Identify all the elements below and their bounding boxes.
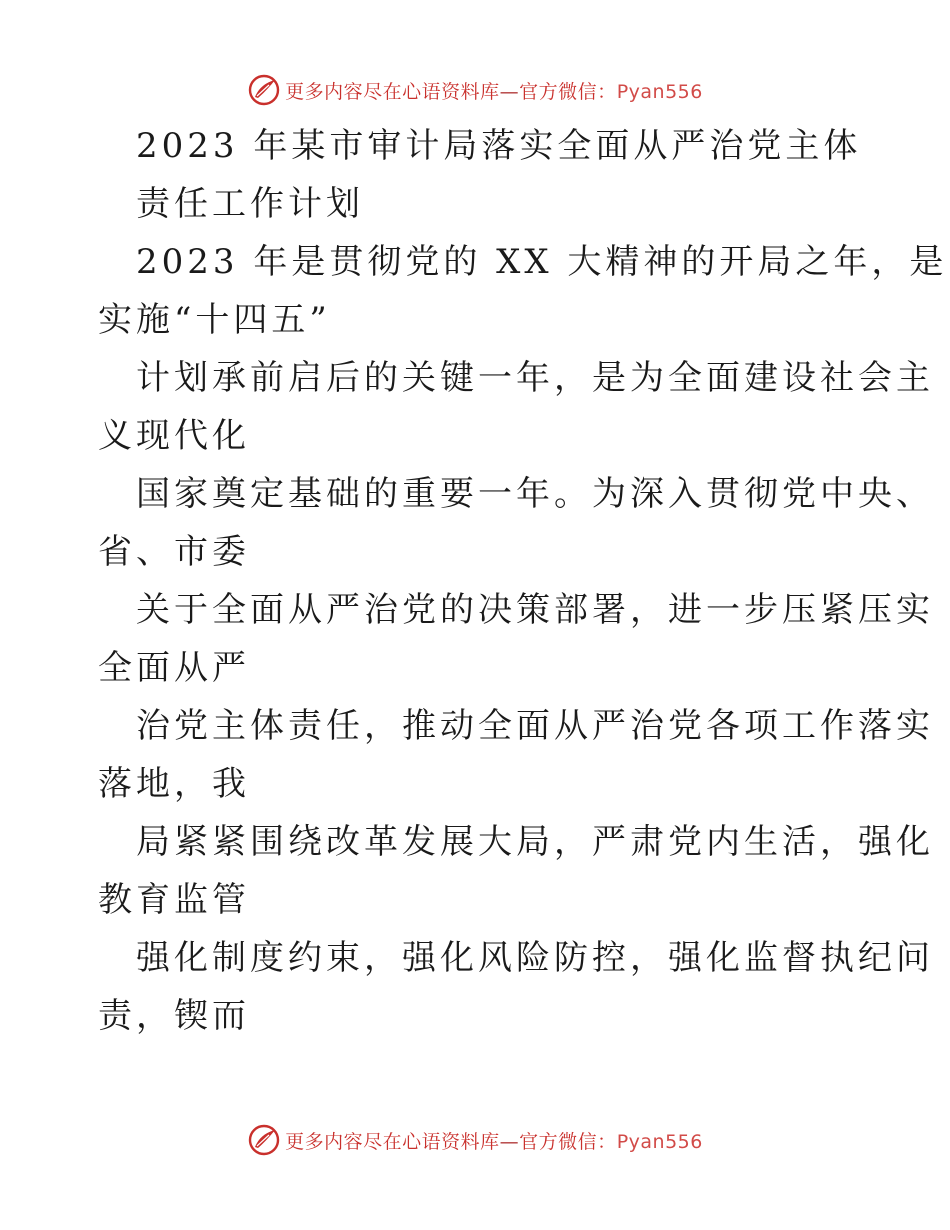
paragraph-line: 治党主体责任，推动全面从严治党各项工作落实 [136, 706, 934, 746]
document-title-line: 责任工作计划 [136, 184, 364, 224]
document-title-line: 2023 年某市审计局落实全面从严治党主体 [136, 126, 862, 166]
document-body [98, 117, 948, 1045]
paragraph-line: 落地，我 [98, 764, 250, 804]
paragraph-line: 2023 年是贯彻党的 XX 大精神的开局之年，是 [136, 242, 948, 282]
paragraph-line: 教育监管 [98, 880, 250, 920]
paragraph-line: 实施“十四五” [98, 300, 331, 340]
paragraph-line: 计划承前启后的关键一年，是为全面建设社会主 [136, 358, 934, 398]
banner-text: 更多内容尽在心语资料库—官方微信：Pyan556 [285, 1130, 703, 1153]
paragraph-line: 义现代化 [98, 416, 250, 456]
paragraph-line: 全面从严 [98, 648, 250, 688]
banner-text: 更多内容尽在心语资料库—官方微信：Pyan556 [285, 80, 703, 103]
header-banner [0, 70, 950, 110]
paragraph-line: 局紧紧围绕改革发展大局，严肃党内生活，强化 [136, 822, 934, 862]
pen-logo-icon [247, 1123, 281, 1157]
paragraph-line: 责，锲而 [98, 996, 250, 1036]
pen-logo-icon [247, 73, 281, 107]
paragraph-line: 强化制度约束，强化风险防控，强化监督执纪问 [136, 938, 934, 978]
paragraph-line: 关于全面从严治党的决策部署，进一步压紧压实 [136, 590, 934, 630]
footer-banner [0, 1120, 950, 1160]
paragraph-line: 国家奠定基础的重要一年。为深入贯彻党中央、 [136, 474, 934, 514]
paragraph-line: 省、市委 [98, 532, 250, 572]
